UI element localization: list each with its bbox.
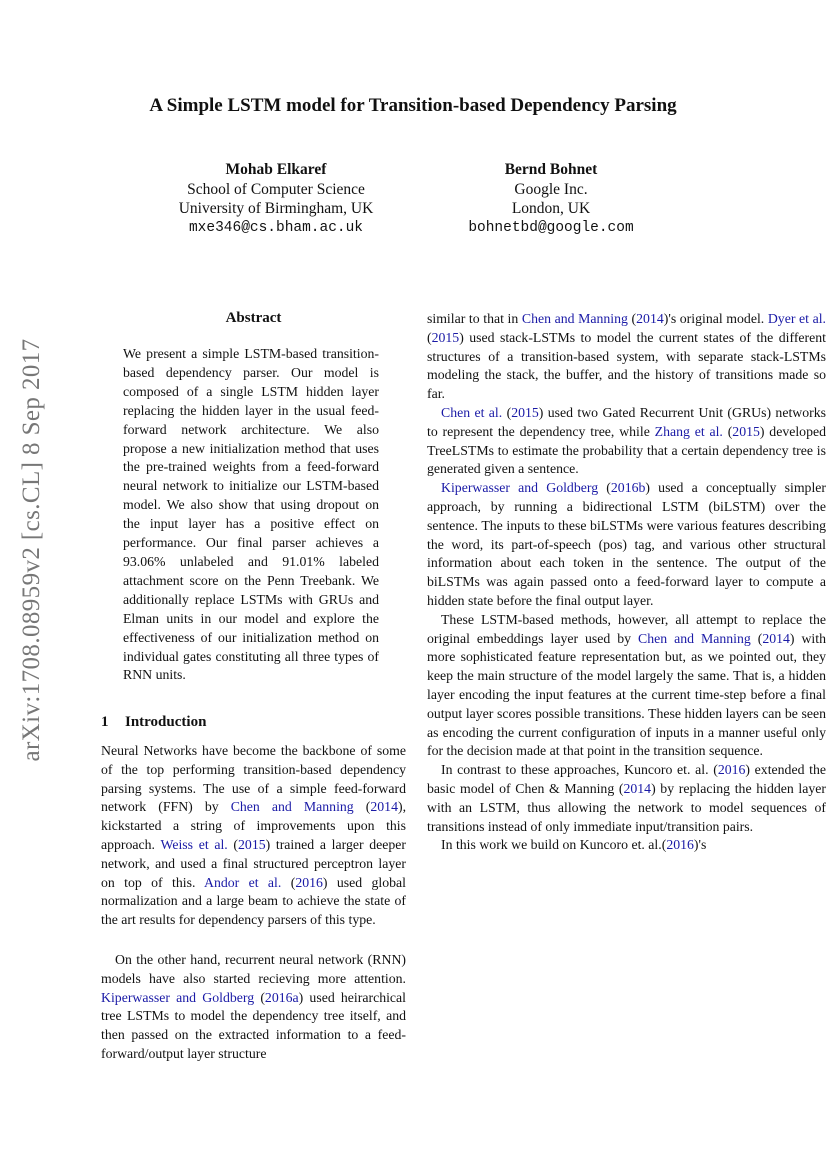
abstract-heading: Abstract xyxy=(225,310,282,326)
author-affiliation: Google Inc. xyxy=(514,180,588,198)
citation-link[interactable]: Chen et al. xyxy=(441,404,503,420)
text-run: ( xyxy=(722,423,733,439)
intro-paragraph xyxy=(101,951,406,1064)
author-institution: London, UK xyxy=(511,200,591,217)
text-run: ) by replacing the hidden layer with an LSTM, thus allowing the network to model sequences of transitions instead of only immediate input/transition pairs. xyxy=(427,780,826,834)
text-run: ) used two Gated Recurrent Unit (GRUs) networks to represent the dependency tree, while xyxy=(427,404,826,439)
citation-link[interactable]: 2014 xyxy=(762,630,790,646)
citation-link[interactable]: 2015 xyxy=(511,404,539,420)
paragraph-text xyxy=(427,479,826,611)
citation-link[interactable]: Andor et al. xyxy=(204,874,282,890)
text-run: ) used heirarchical tree LSTMs to model the dependency tree itself, and then passed on the extracted information to a feed-forward/output layer structure xyxy=(101,989,407,1061)
text-run: In contrast to these approaches, Kuncoro et. al. ( xyxy=(441,762,718,778)
citation-link[interactable]: 2015 xyxy=(732,423,760,439)
text-run: )'s xyxy=(693,837,707,853)
citation-link[interactable]: 2014 xyxy=(623,780,652,796)
text-run: ) developed TreeLSTMs to estimate the probability that a certain dependency tree is generated given a sentence. xyxy=(427,423,826,477)
text-run: )'s original model. xyxy=(663,311,768,326)
text-run: On the other hand, recurrent neural network (RNN) models have also started recieving more attention. xyxy=(101,952,406,986)
citation-link[interactable]: 2015 xyxy=(238,836,266,852)
citation-link[interactable]: Dyer et al. xyxy=(767,311,826,326)
text-run: ( xyxy=(427,329,432,345)
text-run: ( xyxy=(502,404,512,420)
text-run: ( xyxy=(281,874,296,890)
author-affiliation: School of Computer Science xyxy=(187,180,365,198)
author-institution: University of Birmingham, UK xyxy=(178,200,374,217)
text-run: ) used stack-LSTMs to model the current states of the different structures of a transition-based system, with separate stack-LSTMs modeling the stack, the buffer, and the history of transitions made so far. xyxy=(427,329,826,402)
citation-link[interactable]: 2014 xyxy=(370,799,398,815)
paragraph-text xyxy=(427,836,826,855)
citation-link[interactable]: Kiperwasser and Goldberg xyxy=(441,480,599,496)
section-number: 1 xyxy=(101,714,109,730)
section-heading xyxy=(101,714,206,731)
paper-title: A Simple LSTM model for Transition-based Dependency Parsing xyxy=(149,95,677,116)
text-run: ) used global normalization and a large beam to achieve the state of the art results for dependency parsers of this type. xyxy=(101,874,407,928)
text-run: ( xyxy=(254,989,265,1005)
citation-link[interactable]: 2016 xyxy=(717,762,746,778)
paragraph-text xyxy=(101,742,406,930)
text-run: ( xyxy=(598,480,611,496)
text-run: ( xyxy=(627,311,637,326)
intro-paragraph xyxy=(101,742,406,930)
citation-link[interactable]: Zhang et al. xyxy=(654,423,723,439)
text-run: ), kickstarted a string of improvements upon this approach. xyxy=(101,799,407,852)
abstract-text: We present a simple LSTM-based transition-based dependency parser. Our model is composed of a single LSTM hidden layer replacing the hidden layer in the usual feed-forward network architecture. We also propose a new initialization method that uses the pre-trained weights from a feed-forward neural network to initialize our LSTM-based model. We also show that using dropout on the input layer has a positive effect on performance. Our final parser achieves a 93.06% unlabeled and 91.01% labeled attachment score on the Penn Treebank. We additionally replace LSTMs with GRUs and Elman units in our model and explore the effectiveness of our initialization method on individual gates constituting all three types of RNN units. xyxy=(123,346,379,683)
text-run: Neural Networks have become the backbone of some of the top performing transition-based dependency parsing systems. The use of a simple feed-forward network (FFN) by xyxy=(101,743,406,815)
citation-link[interactable]: 2016 xyxy=(295,874,323,890)
paragraph-text xyxy=(427,310,826,404)
text-run: These LSTM-based methods, however, all attempt to replace the original embeddings layer used by xyxy=(427,611,826,646)
text-run: ( xyxy=(353,799,371,815)
paragraph-text xyxy=(427,404,826,479)
text-run: ( xyxy=(750,630,763,646)
citation-link[interactable]: Chen and Manning xyxy=(521,311,628,326)
citation-link[interactable]: 2015 xyxy=(431,329,460,345)
citation-link[interactable]: 2016 xyxy=(666,837,694,853)
section-title: Introduction xyxy=(125,714,207,730)
citation-link[interactable]: Chen and Manning xyxy=(638,630,751,646)
citation-link[interactable]: 2014 xyxy=(636,311,664,326)
paragraph-text xyxy=(427,761,826,836)
text-run: ) with more sophisticated feature representation but, as we pointed out, they keep the main structure of the model largely the same. That is, a hidden layer encoding the input features at the current time-step before a final output layer scores possible transitions. These hidden layers can be seen as encoding the current configuration of inputs in a manner useful only for the decision made at that point in the transition sequence. xyxy=(427,630,826,759)
paragraph-text xyxy=(427,611,826,761)
citation-link[interactable]: 2016a xyxy=(264,989,299,1005)
author-email[interactable]: mxe346@cs.bham.ac.uk xyxy=(188,219,364,236)
right-column xyxy=(427,310,826,855)
author-name: Mohab Elkaref xyxy=(225,161,327,178)
author-email[interactable]: bohnetbd@google.com xyxy=(468,219,634,236)
arxiv-stamp xyxy=(12,338,52,762)
text-run: In this work we build on Kuncoro et. al.( xyxy=(441,837,667,853)
text-run: ( xyxy=(227,836,239,852)
citation-link[interactable]: Chen and Manning xyxy=(230,799,354,815)
citation-link[interactable]: 2016b xyxy=(610,480,646,496)
citation-link[interactable]: Kiperwasser and Goldberg xyxy=(101,989,255,1005)
paragraph-text xyxy=(101,951,406,1064)
citation-link[interactable]: Weiss et al. xyxy=(160,836,228,852)
arxiv-stamp-text: arXiv:1708.08959v2 [cs.CL] 8 Sep 2017 xyxy=(18,338,45,762)
text-run: similar to that in xyxy=(427,311,522,326)
text-run: ) used a conceptually simpler approach, by running a bidirectional LSTM (biLSTM) over the sentence. The inputs to these biLSTMs were various features describing the word, its part-of-speech (pos) tag, and various other structural information about each token in the sentence. The output of the biLSTMs was again passed onto a feed-forward layer to compute a hidden state before the final output layer. xyxy=(427,480,826,608)
author-block-1 xyxy=(116,160,436,238)
author-block-2 xyxy=(391,160,711,238)
text-run: ) trained a larger deeper network, and used a final structured perceptron layer on top of this. xyxy=(101,836,406,890)
author-name: Bernd Bohnet xyxy=(504,161,598,178)
text-run: ) extended the basic model of Chen & Manning ( xyxy=(427,762,826,796)
